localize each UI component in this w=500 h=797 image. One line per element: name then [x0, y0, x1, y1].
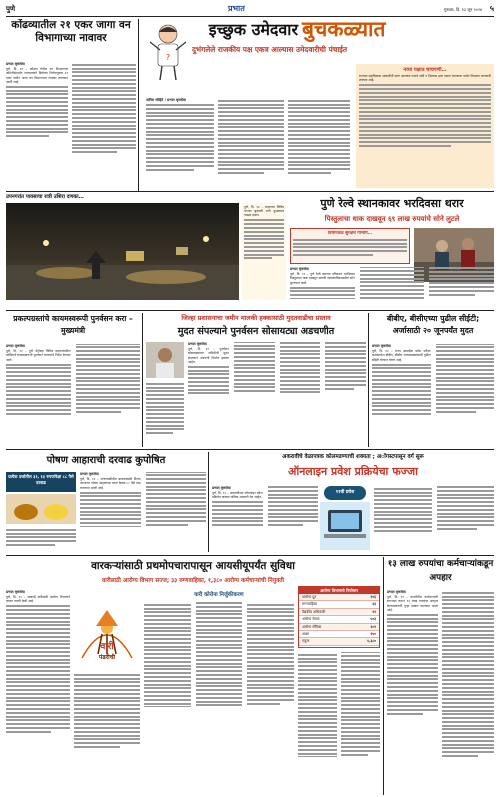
wari-logo-line1: वारी — [100, 642, 114, 652]
rain-caption-text: पुणे, दि. १२ – शहराच्या विविध भागांत बुधवारी रात्री मुसळधार पाऊस झाला. — [244, 205, 284, 218]
story-wari-col1 — [6, 590, 70, 794]
byline: प्रभात वृत्तसेवा — [212, 486, 231, 490]
story-body: पुणे, दि. १२ – कंपनीतील कर्मचाऱ्यांनी संगनमत करून १३ लाख रुपयांचा अपहार केल्याप्रकरणी गुन्हा दाखल करण्यात आला आहे. — [387, 595, 438, 612]
column-rule — [138, 19, 139, 191]
headline-railway — [290, 196, 494, 212]
land-photo — [146, 342, 184, 378]
story-nutrition-extra — [6, 527, 76, 552]
railway-box-title: विमानतळ सुरक्षेचे गांभीर्य… — [327, 231, 373, 236]
headline-railway-text: पुणे रेल्वे स्थानकावर भरदिवसा थरार — [320, 197, 464, 210]
story-crime-col2 — [442, 590, 494, 794]
story-kondhwa — [6, 62, 68, 190]
rain-caption — [244, 205, 284, 297]
wari-table-label: वैद्यकीय अधिकारी — [302, 609, 326, 614]
wari-table-value: ५०३ — [370, 617, 376, 622]
story-body: पुणे, दि. १२ – कोंढवा येथील वन विभागाच्या जमिनीसंदर्भात न्यायालयाने दिलेल्या निर्णयानुसार २१ एकर जमीन आता वन विभागाच्या नावावर करण्यात आली आहे. — [6, 67, 68, 84]
page-number: ५ — [489, 4, 494, 13]
railway-story — [290, 267, 494, 307]
byline: प्रभात वृत्तसेवा — [188, 342, 207, 346]
wari-table-title: आरोग्य विभागाचे नियोजन — [299, 587, 379, 594]
railway-subhead — [290, 213, 494, 225]
wari-center-title-text: वारी कोरोना निर्जुकीकरण — [194, 592, 244, 598]
wari-table-row — [299, 609, 379, 616]
wari-table-value: १५० — [370, 631, 376, 636]
nutrition-photo — [6, 494, 76, 524]
nutrition-box — [6, 472, 76, 492]
story-body: पुणे, दि. १२ – अकरावीच्या ऑनलाइन प्रवेश प्रक्रियेत वारंवार तांत्रिक अडचणी येत आहेत. — [212, 491, 263, 500]
headline-land-text: मुदत संपल्याने पुनर्वसन सोसायट्या अडचणीत — [177, 326, 335, 337]
byline: अनिल मोहिते / प्रभात वृत्तसेवा — [146, 98, 186, 102]
wari-table-label: आशा — [302, 631, 310, 636]
rain-caption-title-text: उपनगरांत पावसाचा रात्री उशिरा दणका… — [6, 194, 84, 200]
story-body: पुणे, दि. १२ – आषाढी वारीसाठी आरोग्य विभागाने जय्यत तयारी केली आहे. — [6, 595, 70, 604]
headline-land-kicker — [146, 313, 366, 324]
banner-illustration — [146, 20, 190, 82]
byline: प्रभात वृत्तसेवा — [6, 344, 25, 348]
eleventh-badge — [324, 486, 366, 500]
story-land-extra — [146, 381, 184, 446]
eleventh-badge-text: ११वी प्रवेश — [335, 490, 355, 495]
headline-land — [146, 325, 366, 339]
wari-table-value: १०६ — [370, 595, 376, 599]
wari-table-rows — [299, 594, 379, 646]
sidebox-title: नव्या पक्षात चाचपणी… — [403, 67, 447, 73]
headline-kondhwa-text: कोंढव्यातील २१ एकर जागा वन विभागाच्या नावावर — [11, 19, 131, 44]
wari-table-row — [299, 638, 379, 645]
byline: प्रभात वृत्तसेवा — [290, 267, 309, 271]
wari-table-value: २०९ — [370, 624, 376, 629]
story-kondhwa-col2 — [72, 62, 136, 190]
wari-table-row — [299, 594, 379, 601]
section-rule — [6, 191, 494, 192]
story-body: पुणे, दि. १२ – पुणे रेल्वे स्थानक परिसरात भरदिवसा पिस्तुलाचा धाक दाखवून सराफी व्यावसायिकाकडील सोने लुटण्यात आले. — [290, 272, 355, 285]
sidebox-body — [359, 74, 491, 184]
story-wari-col2 — [74, 672, 140, 794]
story-eleventh-right — [374, 486, 494, 552]
wari-table-value: ३३ — [372, 602, 376, 607]
wari-logo — [74, 604, 140, 666]
column-rule — [368, 313, 369, 447]
story-bba — [372, 344, 494, 446]
headline-land-kicker-text: जिल्हा प्रशासनाचा जमीन मालकी हक्कासाठी मुदतवाढीचा प्रस्ताव — [181, 314, 331, 322]
column-rule — [142, 313, 143, 447]
story-nutrition — [80, 472, 206, 552]
railway-box — [290, 228, 410, 264]
rain-caption-title — [6, 193, 256, 202]
wari-table-label: एकूण — [302, 639, 310, 644]
railway-box-body — [293, 237, 407, 261]
wari-table-row — [299, 601, 379, 608]
banner-story-col1 — [146, 98, 214, 188]
svg-text:?: ? — [165, 53, 171, 62]
wari-table-label: आरोग्य सेविका — [302, 624, 322, 629]
wari-center-title — [144, 590, 294, 600]
byline: प्रभात वृत्तसेवा — [387, 590, 406, 594]
byline: प्रभात वृत्तसेवा — [6, 590, 25, 594]
section-rule — [6, 310, 494, 311]
headline-crime — [387, 557, 494, 587]
headline-bba-text: बीबीए, बीसीएच्या पुढील सीईटी; अर्जासाठी २० जूनपर्यंत मुदत — [386, 314, 480, 335]
banner-sidebox — [356, 64, 494, 188]
wari-table-row — [299, 631, 379, 638]
banner-title — [302, 15, 482, 43]
column-rule — [383, 557, 384, 795]
eleventh-photo — [320, 502, 370, 550]
section-label: पुणे — [6, 5, 16, 13]
banner-story-col2 — [218, 98, 284, 188]
story-rehab — [6, 344, 140, 444]
banner-title-text: बुचकळ्यात — [302, 17, 386, 41]
rain-caption-box — [242, 203, 286, 300]
banner-kicker-text: इच्छुक उमेदवार — [208, 20, 298, 39]
story-crime-col1 — [387, 590, 438, 794]
newspaper-logo: प्रभात — [228, 4, 245, 13]
eleventh-kicker — [212, 452, 494, 463]
banner-story-col3 — [288, 98, 350, 188]
wari-table-row — [299, 624, 379, 631]
wari-subhead-text: वारीसाठी आरोग्य विभाग सज्ज; ३३ रुग्णवाहिका, १,३८० आरोग्य कर्मचाऱ्यांची नियुक्ती — [101, 578, 284, 584]
story-body: पुणे, दि. १२ – पुणे मेट्रोसह विविध प्रकल्पांमधील बाधितांचे कायमस्वरूपी पुनर्वसन करण्याचे निर्देश देण्यात आले. — [6, 349, 71, 362]
story-body: पुणे, दि. १२ – पुनर्वसन सोसायट्यांच्या जमिनीची मुदत संपल्याने अडचणी निर्माण झाल्या आहेत. — [188, 347, 229, 364]
wari-table-label: आरोग्य सेवक — [302, 617, 320, 622]
headline-eleventh-text: ऑनलाइन प्रवेश प्रक्रियेचा फज्जा — [287, 465, 419, 478]
headline-rehab-text: प्रकल्पग्रस्तांचे कायमस्वरूपी पुनर्वसन करा – मुख्यमंत्री — [13, 314, 133, 335]
wari-stats-table — [298, 586, 380, 648]
byline: प्रभात वृत्तसेवा — [6, 62, 25, 66]
wari-table-label: आरोग्य दूत — [302, 595, 317, 599]
story-wari-right — [298, 652, 380, 794]
headline-nutrition-text: पोषण आहाराची दरवाढ कुपोषित — [46, 455, 166, 466]
banner-kicker — [188, 18, 298, 42]
story-body: पुणे, दि. १२ – अंगणवाडीतील बालकांसाठी दिल्या जाणाऱ्या पोषण आहाराच्या दरात केवळ ८८ पैसे वाढ करण्यात आली आहे. — [80, 477, 141, 490]
headline-rehab — [6, 313, 140, 341]
sidebox-body-text: राज्यात महाविकास आघाडीची सत्ता आल्यास पक्षाने संधी न दिल्यास इतर पक्षात जाण्याचा पर्याय निवडला जाण्याची शक्यता आहे. — [359, 74, 491, 83]
story-body: पुणे, दि. १२ – राज्य सामाईक प्रवेश परीक्षा कक्षामार्फत बीबीए, बीसीए अभ्यासक्रमांसाठी पुढील सीईटी घेण्यात येणार आहे. — [372, 349, 431, 362]
banner-subhead-text: दुभंगलेले राजकीय पक्ष एकत्र आल्यास उमेदवारीची पंचाईत — [192, 45, 348, 54]
rain-photo — [6, 203, 239, 300]
section-rule — [6, 449, 494, 450]
story-land — [188, 342, 366, 446]
headline-wari — [6, 557, 380, 575]
headline-crime-text: १३ लाख रुपयांचा कर्मचाऱ्यांकडून अपहार — [387, 559, 494, 583]
column-rule — [208, 452, 209, 552]
headline-bba — [372, 313, 494, 341]
issue-date: गुरुवार, दि. १३ जून २०२४ — [444, 7, 482, 12]
railway-subhead-text: पिस्तुलाचा धाक दाखवून ६९ लाख रुपयांचे सोने लुटले — [324, 215, 460, 223]
headline-nutrition — [6, 452, 206, 470]
headline-kondhwa — [6, 19, 136, 59]
section-rule — [6, 555, 494, 556]
wari-table-row — [299, 616, 379, 623]
nutrition-box-text: प्रत्येक दर्जातील ३१, १३ रुपयांपेक्षा ८८ पैसे दरवाढ — [8, 474, 74, 485]
wari-logo-line2: पंढरीची — [98, 654, 116, 661]
wari-table-value: १,३८० — [367, 639, 376, 644]
headline-wari-text: वारकऱ्यांसाठी प्रथमोपचारापासून आयसीयूपर्यंत सुविधा — [91, 560, 295, 572]
wari-table-label: रुग्णवाहिका — [302, 602, 318, 607]
story-eleventh-left — [212, 486, 318, 552]
story-wari-center — [144, 602, 294, 794]
eleventh-kicker-text: अकरावीचे वेळापत्रक कोलमडण्याची शक्यता ; अॉगस्टपासून वर्ग सुरू — [282, 454, 424, 460]
banner-subhead — [192, 44, 492, 56]
byline: प्रभात वृत्तसेवा — [80, 472, 99, 476]
byline: प्रभात वृत्तसेवा — [372, 344, 391, 348]
headline-eleventh — [212, 464, 494, 480]
wari-table-value: ९२ — [372, 609, 376, 614]
